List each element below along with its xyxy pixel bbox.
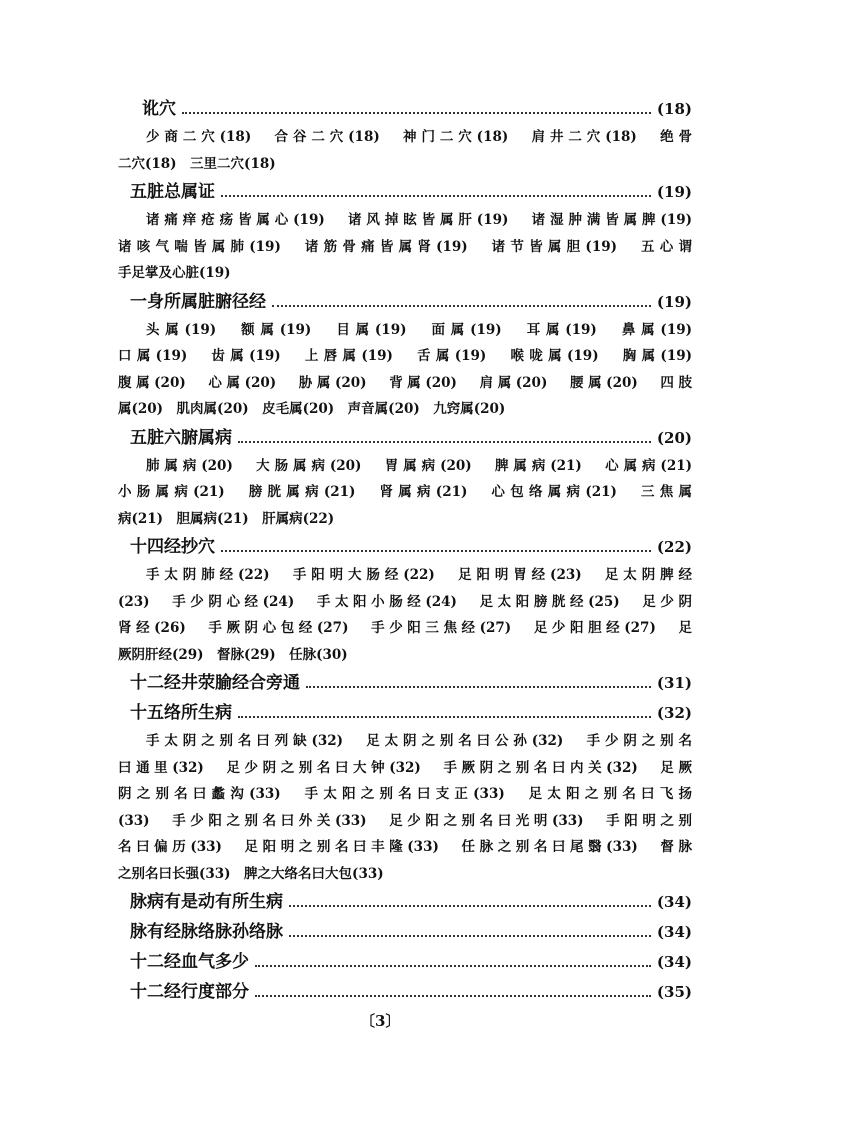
sub-entry-line: 头属(19) 额属(19) 目属(19) 面属(19) 耳属(19) 鼻属(19): [146, 321, 692, 338]
sub-entry-line: 手太阴肺经(22) 手阳明大肠经(22) 足阳明胃经(23) 足太阴脾经: [146, 567, 692, 583]
toc-entry: [118, 698, 692, 728]
entry-page: (34): [656, 923, 692, 941]
toc-entry: [118, 887, 692, 917]
entry-page: (18): [656, 100, 692, 118]
dot-leader: [221, 550, 651, 552]
sub-entry-line: 少商二穴(18) 合谷二穴(18) 神门二穴(18) 肩井二穴(18) 绝骨: [146, 129, 692, 145]
dot-leader: [238, 441, 651, 443]
sub-entries: [118, 317, 692, 423]
entry-title: 五脏六腑属病: [130, 427, 232, 448]
entry-page: (35): [656, 983, 692, 1001]
sub-entries: [118, 562, 692, 668]
entry-title: 十二经行度部分: [130, 982, 249, 1002]
entry-page: (31): [656, 674, 692, 692]
toc-entry: [118, 423, 692, 453]
sub-entry-line: 手太阴之别名曰列缺(32) 足太阴之别名曰公孙(32) 手少阴之别名: [146, 733, 692, 749]
toc-entry: [118, 287, 692, 317]
entry-title: 脉有经脉络脉孙络脉: [130, 922, 283, 942]
entry-title: 十二经血气多少: [130, 952, 249, 972]
entry-page: (19): [656, 292, 692, 311]
sub-entry-line: 小肠属病(21) 膀胱属病(21) 肾属病(21) 心包络属病(21) 三焦属: [118, 484, 692, 500]
dot-leader: [255, 995, 651, 997]
toc-entry: [118, 668, 692, 698]
sub-entry-line: 之别名曰长强(33) 脾之大络名曰大包(33): [118, 865, 384, 882]
entry-title: 脉病有是动有所生病: [130, 892, 283, 912]
sub-entry-line: 手足掌及心脏(19): [118, 265, 231, 281]
sub-entry-line: 二穴(18) 三里二穴(18): [118, 155, 276, 172]
entry-title: 一身所属脏腑径经: [130, 291, 266, 312]
entry-page: (34): [656, 953, 692, 971]
dot-leader: [272, 305, 651, 307]
sub-entry-line: 腹属(20) 心属(20) 胁属(20) 背属(20) 肩属(20) 腰属(20) 四肢: [118, 374, 692, 391]
entry-page: (19): [656, 183, 692, 201]
sub-entry-line: 厥阴肝经(29) 督脉(29) 任脉(30): [118, 646, 348, 663]
sub-entry-line: (33) 手少阳之别名曰外关(33) 足少阳之别名曰光明(33) 手阳明之别: [118, 812, 692, 829]
toc-entry: [118, 947, 692, 977]
sub-entry-line: 诸咳气喘皆属肺(19) 诸筋骨痛皆属肾(19) 诸节皆属胆(19) 五心谓: [118, 238, 692, 255]
dot-leader: [221, 195, 651, 197]
sub-entries: [118, 124, 692, 177]
sub-entries: [118, 453, 692, 533]
toc-entry: [118, 177, 692, 207]
dot-leader: [289, 935, 651, 937]
sub-entry-line: 诸痛痒疮疡皆属心(19) 诸风掉眩皆属肝(19) 诸湿肿满皆属脾(19): [146, 212, 692, 228]
sub-entries: [118, 728, 692, 887]
sub-entry-line: 曰通里(32) 足少阴之别名曰大钟(32) 手厥阴之别名曰内关(32) 足厥: [118, 759, 692, 776]
toc-entry: [118, 977, 692, 1007]
table-of-contents: [118, 94, 692, 1007]
dot-leader: [255, 965, 651, 967]
toc-entry: [118, 917, 692, 947]
entry-page: (22): [656, 538, 692, 556]
entry-title: 十五络所生病: [130, 703, 232, 723]
sub-entry-line: 属(20) 肌肉属(20) 皮毛属(20) 声音属(20) 九窍属(20): [118, 401, 506, 417]
sub-entry-line: 阴之别名曰蠡沟(33) 手太阳之别名曰支正(33) 足太阳之别名曰飞扬: [118, 786, 692, 802]
dot-leader: [289, 905, 651, 907]
toc-entry: [118, 94, 692, 124]
entry-page: (32): [656, 704, 692, 722]
toc-entry: [118, 532, 692, 562]
sub-entries: [118, 207, 692, 287]
entry-page: (34): [656, 893, 692, 911]
entry-title: 讹穴: [142, 99, 176, 119]
sub-entry-line: 病(21) 胆属病(21) 肝属病(22): [118, 510, 335, 527]
page-number: 〔3〕: [360, 1012, 401, 1030]
sub-entry-line: 肾经(26) 手厥阴心包经(27) 手少阳三焦经(27) 足少阳胆经(27) 足: [118, 620, 692, 636]
dot-leader: [182, 112, 651, 114]
entry-title: 十四经抄穴: [130, 537, 215, 557]
dot-leader: [306, 686, 651, 688]
entry-page: (20): [656, 428, 692, 447]
entry-title: 十二经井荥腧经合旁通: [130, 673, 300, 693]
sub-entry-line: 口属(19) 齿属(19) 上唇属(19) 舌属(19) 喉咙属(19) 胸属(19): [118, 348, 692, 364]
sub-entry-line: 肺属病(20) 大肠属病(20) 胃属病(20) 脾属病(21) 心属病(21): [146, 457, 692, 474]
dot-leader: [238, 716, 651, 718]
entry-title: 五脏总属证: [130, 182, 215, 202]
sub-entry-line: 名曰偏历(33) 足阳明之别名曰丰隆(33) 任脉之别名曰尾翳(33) 督脉: [118, 839, 692, 855]
sub-entry-line: (23) 手少阴心经(24) 手太阳小肠经(24) 足太阳膀胱经(25) 足少阴: [118, 593, 692, 610]
